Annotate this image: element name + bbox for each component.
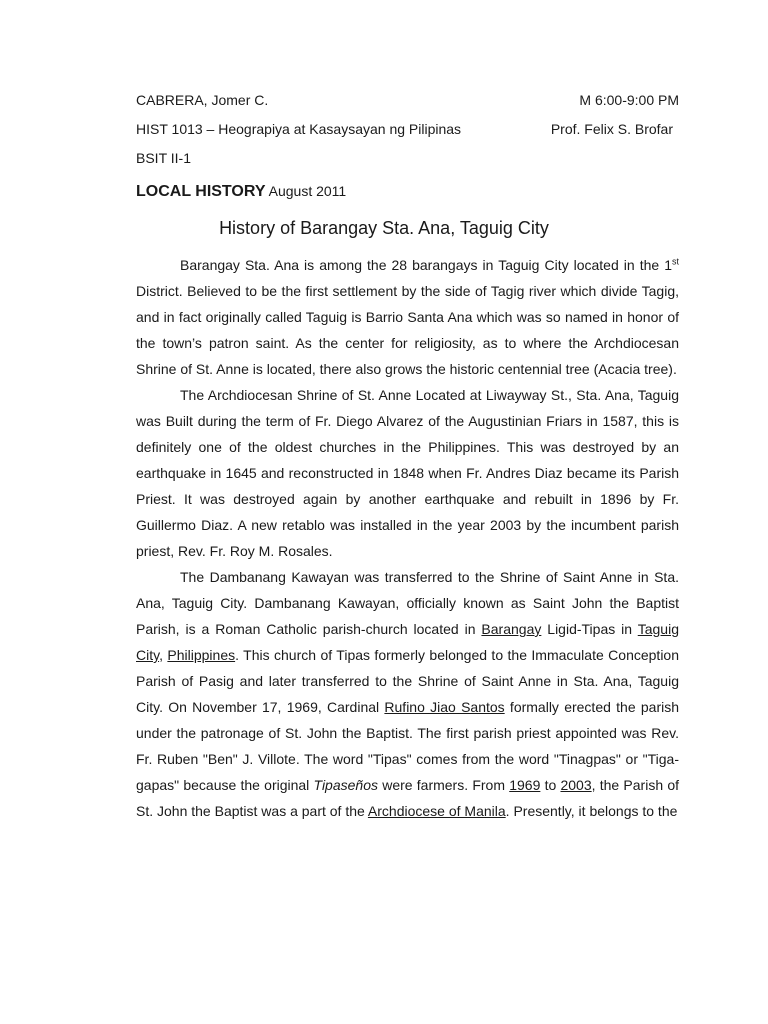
header-row-1 xyxy=(136,90,679,110)
document-body xyxy=(136,252,679,824)
paragraph-1-text-a: Barangay Sta. Ana is among the 28 barangays in Taguig City located in the 1 xyxy=(180,257,672,273)
paragraph-1 xyxy=(136,252,679,382)
paragraph-3-text: The Dambanang Kawayan was transferred to the Shrine of Saint Anne in Sta. Ana, Taguig City. Dambanang Kawayan, officially known as Saint John the Baptist Parish, is a Roman Catholic parish-church located in xyxy=(136,569,679,637)
ordinal-suffix: st xyxy=(671,256,679,267)
link-taguig-city[interactable]: Taguig City xyxy=(136,621,679,663)
link-2003[interactable]: 2003 xyxy=(560,777,592,793)
paragraph-2: The Archdiocesan Shrine of St. Anne Located at Liwayway St., Sta. Ana, Taguig was Built during the term of Fr. Diego Alvarez of the Augustinian Friars in 1587, this is definitely one of the oldest churches in the Philippines. This was destroyed by an earthquake in 1645 and reconstructed in 1848 when Fr. Andres Diaz became its Parish Priest. It was destroyed again by another earthquake and rebuilt in 1896 by Fr. Guillermo Diaz. A new retablo was installed in the year 2003 by the incumbent parish priest, Rev. Fr. Roy M. Rosales. xyxy=(136,387,679,559)
header-row-3 xyxy=(136,148,679,168)
paragraph-3-text: . This church of Tipas formerly belonged to the Immaculate Conception Parish of Pasig and later transferred to the Shrine of Saint Anne in Sta. Ana, Taguig City. On November 17, 1969, Cardinal xyxy=(136,647,679,715)
paragraph-1-text-b: District. Believed to be the first settlement by the side of Tagig river which divide Tagig, and in fact originally called Taguig is Barrio Santa Ana which was so named in honor of the town’s patron saint. As the center for religiosity, as to where the Archdiocesan Shrine of St. Anne is located, there also grows the historic centennial tree (Acacia tree). xyxy=(136,283,679,377)
paragraph-3-text: , xyxy=(159,647,168,663)
paragraph-3-text: . Presently, it belongs to the xyxy=(505,803,678,819)
link-archdiocese-of-manila[interactable]: Archdiocese of Manila xyxy=(367,803,506,819)
local-history-label: LOCAL HISTORY xyxy=(136,183,266,200)
header-row-2 xyxy=(136,119,679,139)
student-name: CABRERA, Jomer C. xyxy=(136,92,269,108)
class-schedule: M 6:00-9:00 PM xyxy=(579,92,679,108)
paragraph-3 xyxy=(136,564,679,824)
section-heading xyxy=(136,180,346,203)
italic-tipasenos: Tipaseños xyxy=(313,777,378,793)
document-title: History of Barangay Sta. Ana, Taguig City xyxy=(219,218,549,238)
link-rufino-jiao-santos[interactable]: Rufino Jiao Santos xyxy=(384,699,505,715)
link-philippines[interactable]: Philippines xyxy=(167,647,236,663)
link-1969[interactable]: 1969 xyxy=(509,777,541,793)
course-title: HIST 1013 – Heograpiya at Kasaysayan ng Pilipinas xyxy=(136,121,462,137)
paragraph-3-text: to xyxy=(540,777,561,793)
heading-date: August 2011 xyxy=(268,183,347,199)
paragraph-3-text: , the Parish of St. John the Baptist was a part of the xyxy=(136,777,679,819)
link-barangay[interactable]: Barangay xyxy=(481,621,542,637)
paragraph-3-text: Ligid-Tipas in xyxy=(541,621,638,637)
paragraph-3-text: were farmers. From xyxy=(378,777,510,793)
section-label: BSIT II-1 xyxy=(136,150,191,166)
professor-name: Prof. Felix S. Brofar xyxy=(550,121,673,137)
paragraph-3-text: formally erected the parish under the patronage of St. John the Baptist. The first parish priest appointed was Rev. Fr. Ruben "Ben" J. Villote. The word "Tipas" comes from the word "Tinagpas" or "Tiga-gapas" because the original xyxy=(136,699,680,793)
